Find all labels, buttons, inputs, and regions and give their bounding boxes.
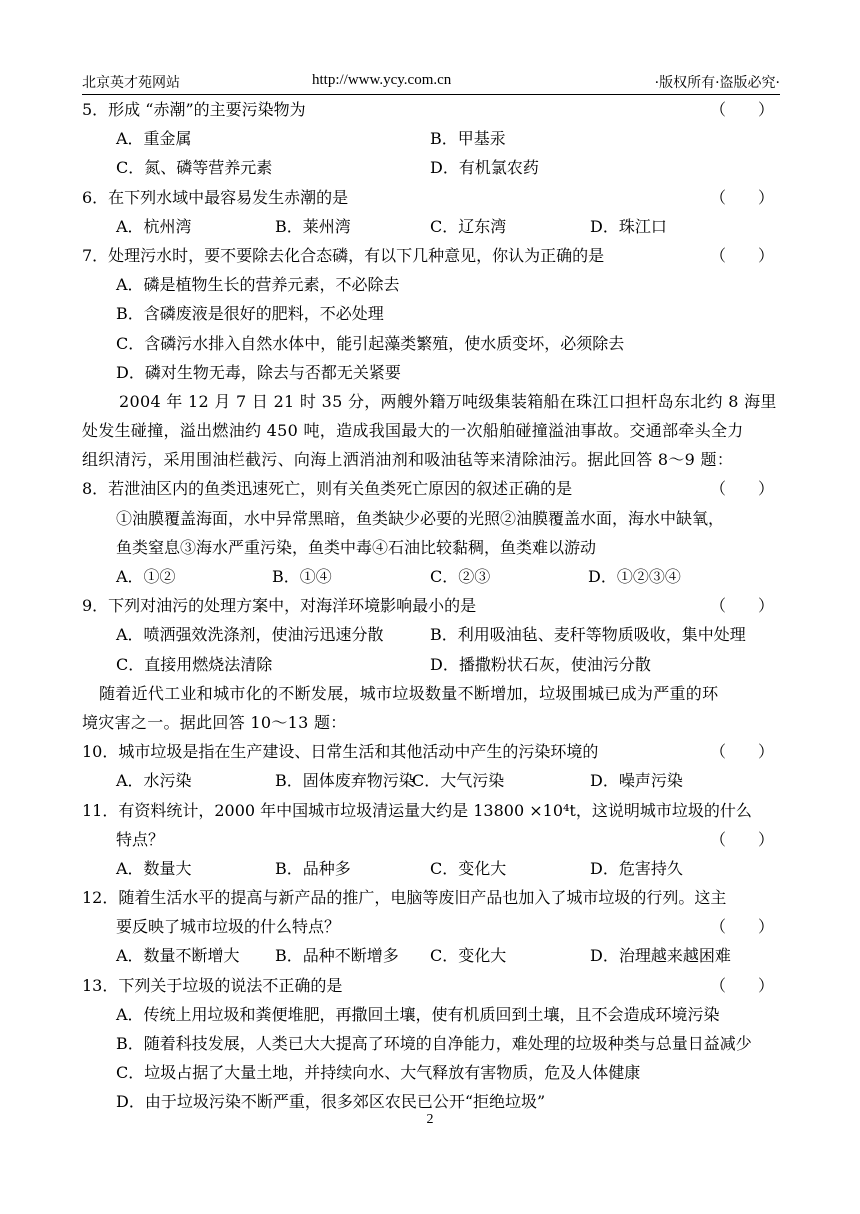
- option-a: A．磷是植物生长的营养元素，不必除去: [116, 275, 400, 295]
- passage-1-line-3: 组织清污，采用围油栏截污、向海上洒消油剂和吸油毡等来清除油污。据此回答 8～9 题：: [82, 450, 734, 470]
- header-copyright: ·版权所有·盗版必究·: [654, 75, 780, 91]
- question-8-statements-2: 鱼类窒息③海水严重污染，鱼类中毒④石油比较黏稠，鱼类难以游动: [116, 537, 597, 557]
- question-9-options-row-2: [82, 650, 782, 679]
- option-a: A．数量不断增大: [116, 946, 240, 966]
- question-10-stem: 10．城市垃圾是指在生产建设、日常生活和其他活动中产生的污染环境的 （ ）: [82, 737, 782, 766]
- question-8-statements-1: ①油膜覆盖海面，水中异常黑暗，鱼类缺少必要的光照②油膜覆盖水面，海水中缺氧，: [116, 508, 725, 528]
- option-c: C．氮、磷等营养元素: [116, 158, 273, 178]
- question-11-stem-2: 特点？ （ ）: [82, 825, 782, 854]
- question-12-stem-1: 12．随着生活水平的提高与新产品的推广，电脑等废旧产品也加入了城市垃圾的行列。这主: [82, 888, 727, 908]
- option-c: C．直接用燃烧法清除: [116, 654, 273, 674]
- option-b: B．莱州湾: [275, 216, 351, 236]
- option-a: A．水污染: [116, 771, 192, 791]
- option-c: C．②③: [430, 567, 491, 586]
- page-number: 2: [426, 1112, 434, 1127]
- option-b: B．品种多: [275, 858, 351, 878]
- option-a: A．数量大: [116, 858, 192, 878]
- option-d: D．珠江口: [590, 216, 667, 236]
- option-d: D．危害持久: [590, 858, 683, 878]
- option-a: A．杭州湾: [116, 216, 192, 236]
- question-12-stem-2: 要反映了城市垃圾的什么特点？ （ ）: [82, 912, 782, 941]
- option-c: C．垃圾占据了大量土地，并持续向水、大气释放有害物质，危及人体健康: [116, 1063, 641, 1083]
- question-8-stem: 8．若泄油区内的鱼类迅速死亡，则有关鱼类死亡原因的叙述正确的是 （ ）: [82, 474, 782, 503]
- question-12-options: [82, 941, 782, 970]
- answer-blank: （ ）: [709, 829, 774, 849]
- answer-blank: （ ）: [709, 479, 774, 499]
- question-13-stem: 13．下列关于垃圾的说法不正确的是 （ ）: [82, 971, 782, 1000]
- question-10-options: [82, 766, 782, 795]
- question-8-options: [82, 562, 782, 591]
- page-header: [82, 70, 780, 95]
- option-d: D．①②③④: [588, 567, 681, 586]
- question-6-options: [82, 212, 782, 241]
- question-9-stem: 9．下列对油污的处理方案中，对海洋环境影响最小的是 （ ）: [82, 591, 782, 620]
- option-b: B．①④: [272, 567, 332, 586]
- answer-blank: （ ）: [709, 917, 774, 937]
- option-d: D．由于垃圾污染不断严重，很多郊区农民已公开“拒绝垃圾”: [116, 1092, 546, 1112]
- question-5-stem: 5．形成 “赤潮”的主要污染物为 （ ）: [82, 95, 782, 124]
- question-5-options-row-2: [82, 153, 782, 182]
- option-c: C．大气污染: [412, 771, 505, 791]
- answer-blank: （ ）: [709, 975, 774, 995]
- option-c: C．变化大: [430, 946, 507, 966]
- option-a: A．传统上用垃圾和粪便堆肥，再撒回土壤，使有机质回到土壤，且不会造成环境污染: [116, 1004, 720, 1024]
- option-b: B．含磷废液是很好的肥料，不必处理: [116, 304, 384, 324]
- option-d: D．治理越来越困难: [590, 946, 731, 966]
- passage-2-line-2: 境灾害之一。据此回答 10～13 题：: [82, 712, 347, 732]
- question-9-options-row-1: [82, 620, 782, 649]
- option-d: D．播撒粉状石灰，使油污分散: [430, 654, 651, 674]
- question-11-options: [82, 854, 782, 883]
- option-b: B．品种不断增多: [275, 946, 399, 966]
- option-d: D．磷对生物无毒，除去与否都无关紧要: [116, 362, 401, 382]
- question-5-options-row-1: [82, 124, 782, 153]
- answer-blank: （ ）: [709, 187, 774, 207]
- question-11-stem-1: 11．有资料统计，2000 年中国城市垃圾清运量大约是 13800 ×10⁴t，这说明城市垃圾的什么: [82, 800, 752, 820]
- option-c: C．辽东湾: [430, 216, 507, 236]
- header-url: http://www.ycy.com.cn: [312, 72, 452, 88]
- option-b: B．甲基汞: [430, 129, 506, 149]
- passage-2-line-1: 随着近代工业和城市化的不断发展，城市垃圾数量不断增加，垃圾围城已成为严重的环: [99, 683, 719, 703]
- question-6-stem: 6．在下列水域中最容易发生赤潮的是 （ ）: [82, 183, 782, 212]
- option-a: A．喷洒强效洗涤剂，使油污迅速分散: [116, 625, 384, 645]
- passage-1-line-2: 处发生碰撞，溢出燃油约 450 吨，造成我国最大的一次船舶碰撞溢油事故。交通部牵头全力: [82, 421, 744, 441]
- option-b: B．利用吸油毡、麦秆等物质吸收，集中处理: [430, 625, 746, 645]
- answer-blank: （ ）: [709, 596, 774, 616]
- header-site-name: 北京英才苑网站: [82, 75, 180, 91]
- answer-blank: （ ）: [709, 100, 774, 119]
- option-d: D．噪声污染: [590, 771, 683, 791]
- passage-1-line-1: 2004 年 12 月 7 日 21 时 35 分，两艘外籍万吨级集装箱船在珠江口担杆岛东北约 8 海里: [119, 391, 777, 411]
- question-7-stem: 7．处理污水时，要不要除去化合态磷，有以下几种意见，你认为正确的是 （ ）: [82, 241, 782, 270]
- option-d: D．有机氯农药: [430, 158, 539, 178]
- question-list: [82, 95, 782, 1117]
- option-c: C．变化大: [430, 858, 507, 878]
- answer-blank: （ ）: [709, 742, 774, 762]
- option-a: A．重金属: [116, 129, 192, 149]
- option-a: A．①②: [116, 567, 176, 586]
- option-b: B．随着科技发展，人类已大大提高了环境的自净能力，难处理的垃圾种类与总量日益减少: [116, 1034, 752, 1053]
- option-c: C．含磷污水排入自然水体中，能引起藻类繁殖，使水质变坏，必须除去: [116, 333, 625, 353]
- answer-blank: （ ）: [709, 245, 774, 265]
- option-b: B．固体废弃物污染: [275, 771, 415, 791]
